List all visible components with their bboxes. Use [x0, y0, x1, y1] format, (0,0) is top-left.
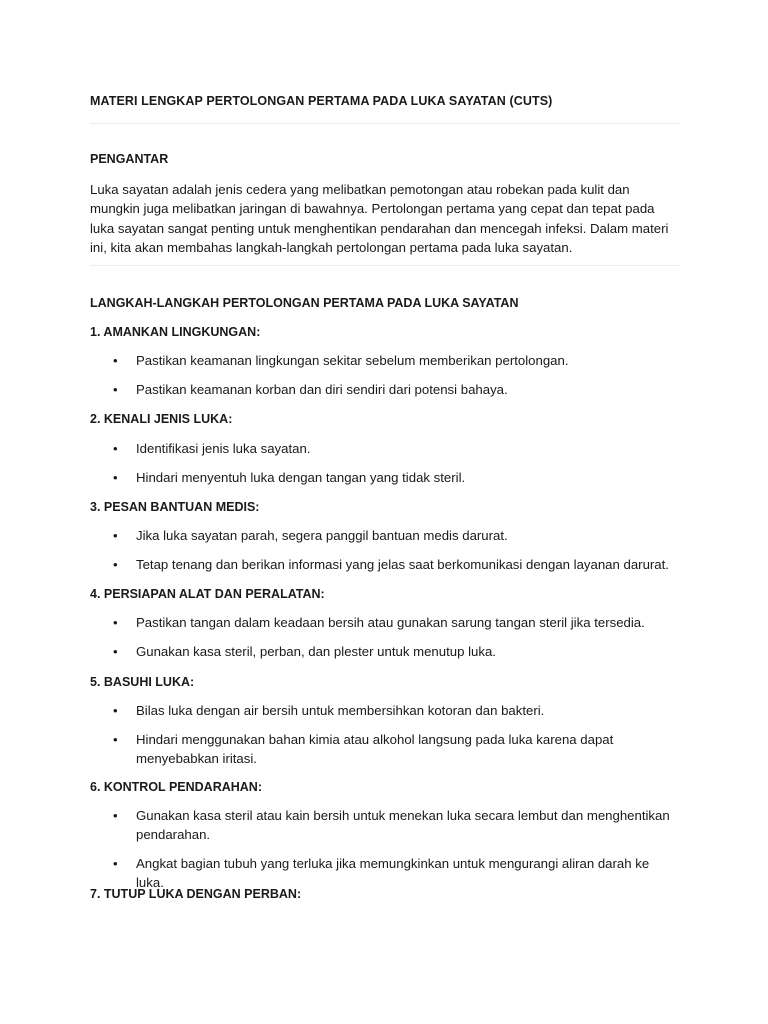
list-item-text: Tetap tenang dan berikan informasi yang jelas saat berkomunikasi dengan layanan darurat. — [136, 557, 669, 572]
list-item — [90, 807, 680, 844]
step-heading: 3. PESAN BANTUAN MEDIS: — [90, 500, 260, 514]
list-item-text: Hindari menyentuh luka dengan tangan yang tidak steril. — [136, 470, 466, 485]
step-heading: 7. TUTUP LUKA DENGAN PERBAN: — [90, 887, 302, 901]
bullet-icon: • — [113, 382, 118, 397]
list-item — [90, 381, 680, 400]
step-heading: 6. KONTROL PENDARAHAN: — [90, 780, 262, 794]
list-item-text: Jika luka sayatan parah, segera panggil bantuan medis darurat. — [136, 528, 508, 543]
bullet-icon: • — [113, 615, 118, 630]
intro-heading: PENGANTAR — [90, 152, 169, 166]
bullet-icon: • — [113, 353, 118, 368]
bullet-icon: • — [113, 528, 118, 543]
list-item — [90, 614, 680, 633]
bullet-icon: • — [113, 441, 118, 456]
step-heading: 4. PERSIAPAN ALAT DAN PERALATAN: — [90, 587, 325, 601]
list-item-text: Angkat bagian tubuh yang terluka jika memungkinkan untuk mengurangi aliran darah ke luka. — [136, 856, 650, 890]
list-item-text: Pastikan tangan dalam keadaan bersih atau gunakan sarung tangan steril jika tersedia. — [136, 615, 645, 630]
list-item — [90, 643, 680, 662]
steps-heading: LANGKAH-LANGKAH PERTOLONGAN PERTAMA PADA LUKA SAYATAN — [90, 296, 519, 310]
bullet-icon: • — [113, 557, 118, 572]
bullet-icon: • — [113, 470, 118, 485]
bullet-icon: • — [113, 856, 118, 871]
list-item-text: Gunakan kasa steril, perban, dan plester untuk menutup luka. — [136, 644, 496, 659]
bullet-icon: • — [113, 703, 118, 718]
list-item — [90, 469, 680, 488]
list-item — [90, 731, 680, 768]
step-heading: 2. KENALI JENIS LUKA: — [90, 412, 233, 426]
list-item — [90, 440, 680, 459]
step-heading: 5. BASUHI LUKA: — [90, 675, 195, 689]
list-item — [90, 352, 680, 371]
intro-paragraph: Luka sayatan adalah jenis cedera yang melibatkan pemotongan atau robekan pada kulit dan mungkin juga melibatkan jaringan di bawahnya. Pertolongan pertama yang cepat dan tepat pada luka sayatan sangat penting untuk menghentikan pendarahan dan mencegah infeksi. Dalam materi ini, kita akan membahas langkah-langkah pertolongan pertama pada luka sayatan. — [90, 182, 669, 255]
list-item-text: Gunakan kasa steril atau kain bersih untuk menekan luka secara lembut dan menghentikan pendarahan. — [136, 808, 670, 842]
list-item-text: Identifikasi jenis luka sayatan. — [136, 441, 311, 456]
bullet-icon: • — [113, 732, 118, 747]
list-item — [90, 702, 680, 721]
list-item — [90, 556, 680, 575]
bullet-icon: • — [113, 808, 118, 823]
list-item — [90, 527, 680, 546]
list-item-text: Pastikan keamanan korban dan diri sendiri dari potensi bahaya. — [136, 382, 508, 397]
document-title: MATERI LENGKAP PERTOLONGAN PERTAMA PADA LUKA SAYATAN (CUTS) — [90, 94, 553, 108]
list-item-text: Pastikan keamanan lingkungan sekitar sebelum memberikan pertolongan. — [136, 353, 569, 368]
divider — [90, 123, 680, 124]
bullet-icon: • — [113, 644, 118, 659]
step-heading: 1. AMANKAN LINGKUNGAN: — [90, 325, 261, 339]
list-item-text: Bilas luka dengan air bersih untuk membersihkan kotoran dan bakteri. — [136, 703, 545, 718]
divider — [90, 265, 680, 266]
list-item-text: Hindari menggunakan bahan kimia atau alkohol langsung pada luka karena dapat menyebabkan iritasi. — [136, 732, 614, 766]
